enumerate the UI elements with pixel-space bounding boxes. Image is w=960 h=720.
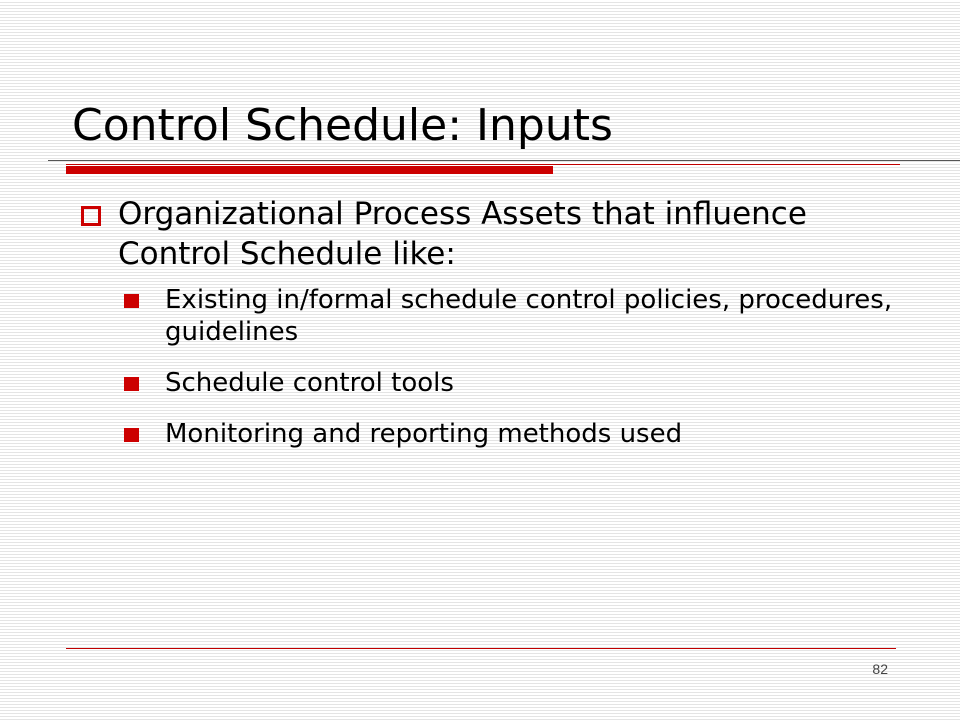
sub-bullet-list: [72, 284, 902, 450]
page-number: 82: [872, 661, 888, 677]
slide-content: [72, 194, 902, 469]
bullet-item: [72, 194, 902, 274]
sub-bullet-item: [72, 367, 902, 399]
slide-title: Control Schedule: Inputs: [72, 100, 613, 151]
filled-square-icon: [124, 294, 139, 308]
title-red-divider: [66, 164, 900, 165]
filled-square-icon: [124, 377, 139, 391]
title-divider: [48, 160, 960, 161]
bullet-text: Organizational Process Assets that influence Control Schedule like:: [118, 196, 807, 272]
hollow-square-icon: [81, 206, 101, 226]
title-accent-bar: [66, 166, 553, 174]
filled-square-icon: [124, 428, 139, 442]
footer-divider: [66, 648, 896, 649]
sub-bullet-text: Schedule control tools: [165, 368, 454, 398]
sub-bullet-item: [72, 284, 902, 348]
sub-bullet-item: [72, 418, 902, 450]
sub-bullet-text: Monitoring and reporting methods used: [165, 419, 683, 449]
sub-bullet-text: Existing in/formal schedule control policies, procedures, guidelines: [165, 285, 893, 347]
